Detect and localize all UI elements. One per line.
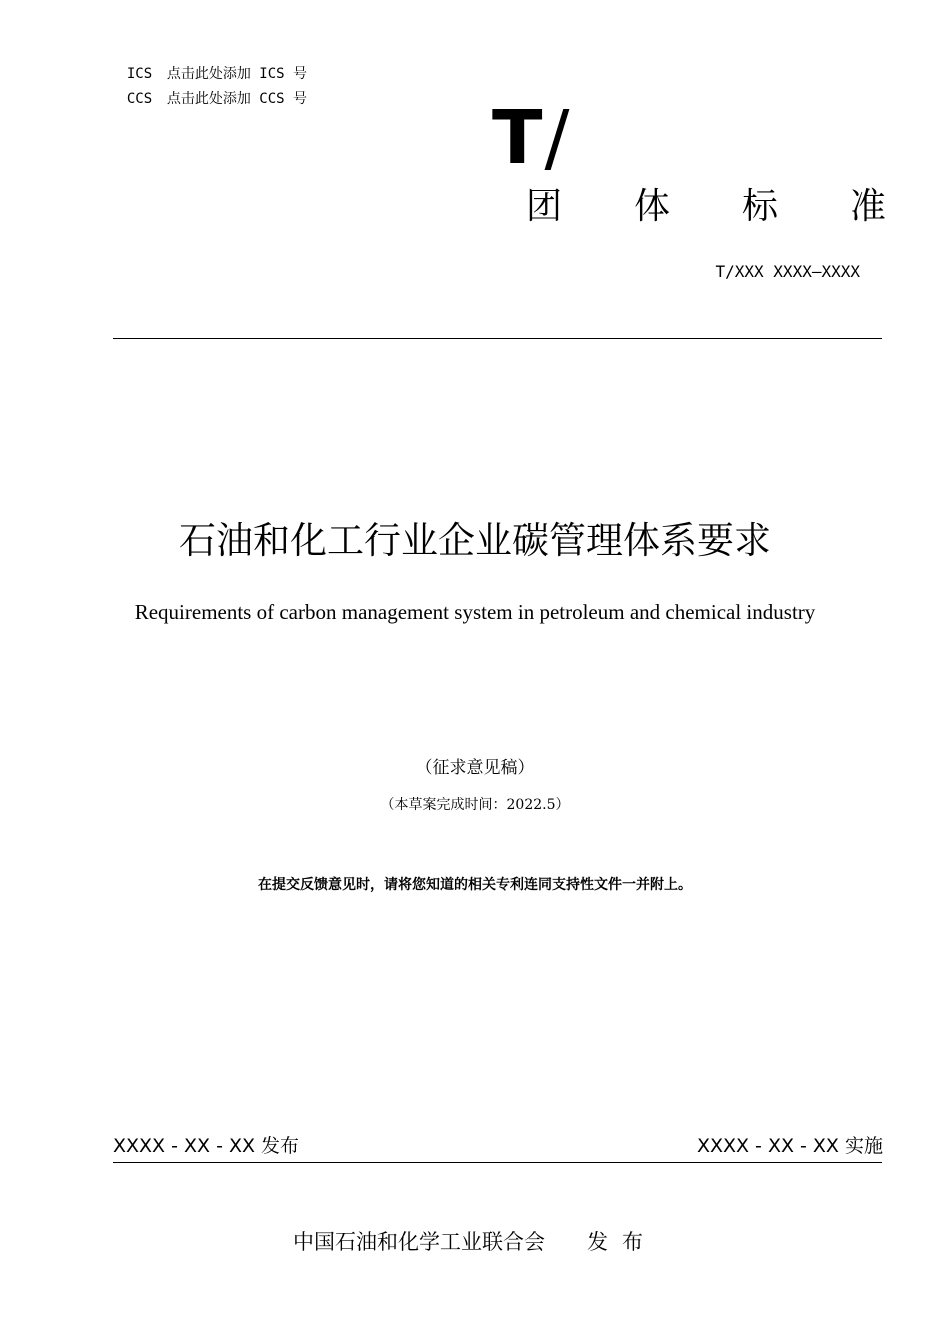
standard-type-char: 准 (849, 186, 886, 227)
standard-number: T/XXX XXXX—XXXX (715, 262, 860, 281)
publish-label: 发布 (587, 1230, 657, 1254)
ccs-placeholder[interactable]: 点击此处添加 CCS 号 (166, 91, 308, 107)
document-title-chinese: 石油和化工行业企业碳管理体系要求 (179, 519, 771, 562)
draft-type: （征求意见稿） (415, 758, 535, 778)
standard-mark (492, 95, 572, 181)
publisher-line (0, 1228, 950, 1256)
publisher-name: 中国石油和化学工业联合会 (293, 1230, 545, 1254)
bottom-divider (113, 1162, 882, 1163)
standard-type-char: 标 (741, 186, 778, 227)
standard-mark-slash: / (544, 95, 572, 181)
implementation-date: XXXX - XX - XX 实施 (696, 1135, 883, 1157)
standard-mark-letter: T (492, 95, 545, 181)
ccs-number-line (110, 72, 307, 108)
ics-label: ICS (126, 66, 153, 82)
standard-type-char: 团 (526, 186, 563, 227)
document-title-english: Requirements of carbon management system in petroleum and chemical industry (134, 600, 816, 624)
patent-notice: 在提交反馈意见时，请将您知道的相关专利连同支持性文件一并附上。 (258, 877, 692, 893)
top-divider (113, 338, 882, 339)
ccs-label: CCS (126, 91, 153, 107)
ics-placeholder[interactable]: 点击此处添加 ICS 号 (166, 66, 308, 82)
standard-type-char: 体 (633, 186, 670, 227)
draft-completion-date: （本草案完成时间：2022.5） (380, 797, 570, 813)
issue-date: XXXX - XX - XX 发布 (113, 1135, 300, 1157)
standard-type (526, 184, 886, 230)
